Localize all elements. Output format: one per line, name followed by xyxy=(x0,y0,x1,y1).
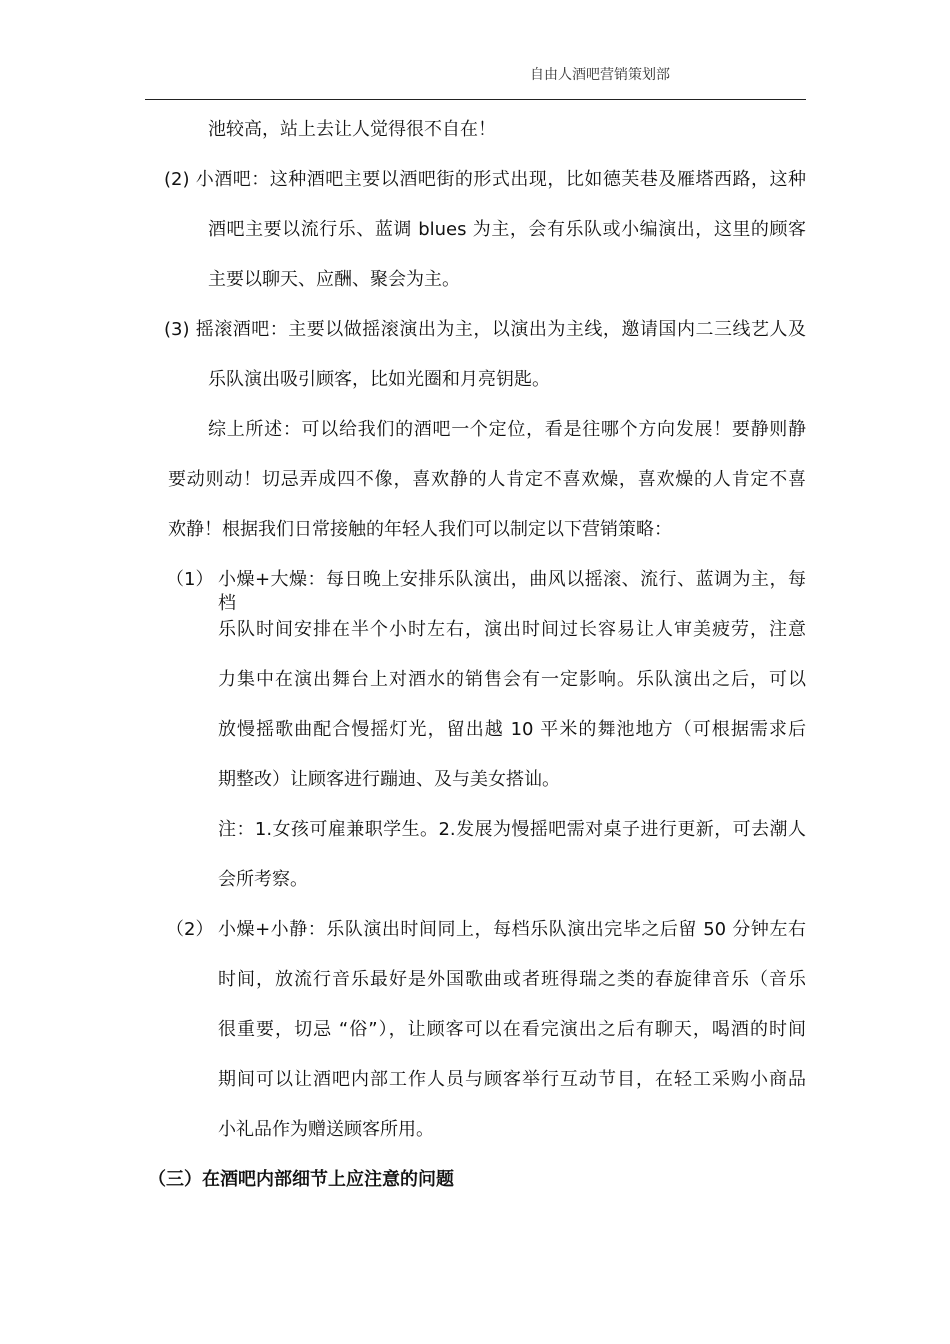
paragraph-line: 要动则动！切忌弄成四不像，喜欢静的人肯定不喜欢燥，喜欢燥的人肯定不喜 xyxy=(168,469,806,490)
paragraph-line: 期整改）让顾客进行蹦迪、及与美女搭讪。 xyxy=(218,769,560,790)
paragraph-line: 主要以聊天、应酬、聚会为主。 xyxy=(208,269,460,290)
paragraph-line: 综上所述：可以给我们的酒吧一个定位，看是往哪个方向发展！要静则静 xyxy=(208,419,806,440)
note-line: 会所考察。 xyxy=(218,869,308,890)
list-marker: （2） xyxy=(166,919,214,940)
paragraph-line: 放慢摇歌曲配合慢摇灯光，留出越 10 平米的舞池地方（可根据需求后 xyxy=(218,719,806,740)
paragraph-line: 力集中在演出舞台上对酒水的销售会有一定影响。乐队演出之后，可以 xyxy=(218,669,806,690)
section-heading: （三）在酒吧内部细节上应注意的问题 xyxy=(148,1169,454,1190)
page-header-title: 自由人酒吧营销策划部 xyxy=(530,67,670,83)
paragraph-line: 乐队演出吸引顾客，比如光圈和月亮钥匙。 xyxy=(208,369,550,390)
paragraph-line: (3) 摇滚酒吧：主要以做摇滚演出为主，以演出为主线，邀请国内二三线艺人及 xyxy=(164,319,806,340)
paragraph-line: 酒吧主要以流行乐、蓝调 blues 为主，会有乐队或小编演出，这里的顾客 xyxy=(208,219,806,240)
paragraph-line: 小礼品作为赠送顾客所用。 xyxy=(218,1119,434,1140)
paragraph-line: 小燥+大燥：每日晚上安排乐队演出，曲风以摇滚、流行、蓝调为主，每档 xyxy=(218,569,806,614)
note-line: 注：1.女孩可雇兼职学生。2.发展为慢摇吧需对桌子进行更新，可去潮人 xyxy=(218,819,806,840)
paragraph-line: 期间可以让酒吧内部工作人员与顾客举行互动节目，在轻工采购小商品 xyxy=(218,1069,806,1090)
header-divider xyxy=(145,99,806,100)
paragraph-line: 小燥+小静：乐队演出时间同上，每档乐队演出完毕之后留 50 分钟左右 xyxy=(218,919,806,940)
paragraph-line: 很重要，切忌 “俗”），让顾客可以在看完演出之后有聊天，喝酒的时间 xyxy=(218,1019,806,1040)
paragraph-line: (2) 小酒吧：这种酒吧主要以酒吧街的形式出现，比如德芙巷及雁塔西路，这种 xyxy=(164,169,806,190)
paragraph-line: 时间，放流行音乐最好是外国歌曲或者班得瑞之类的春旋律音乐（音乐 xyxy=(218,969,806,990)
paragraph-line: 池较高，站上去让人觉得很不自在！ xyxy=(208,119,496,140)
paragraph-line: 乐队时间安排在半个小时左右，演出时间过长容易让人审美疲劳，注意 xyxy=(218,619,806,640)
list-marker: （1） xyxy=(166,569,214,590)
paragraph-line: 欢静！根据我们日常接触的年轻人我们可以制定以下营销策略： xyxy=(168,519,672,540)
